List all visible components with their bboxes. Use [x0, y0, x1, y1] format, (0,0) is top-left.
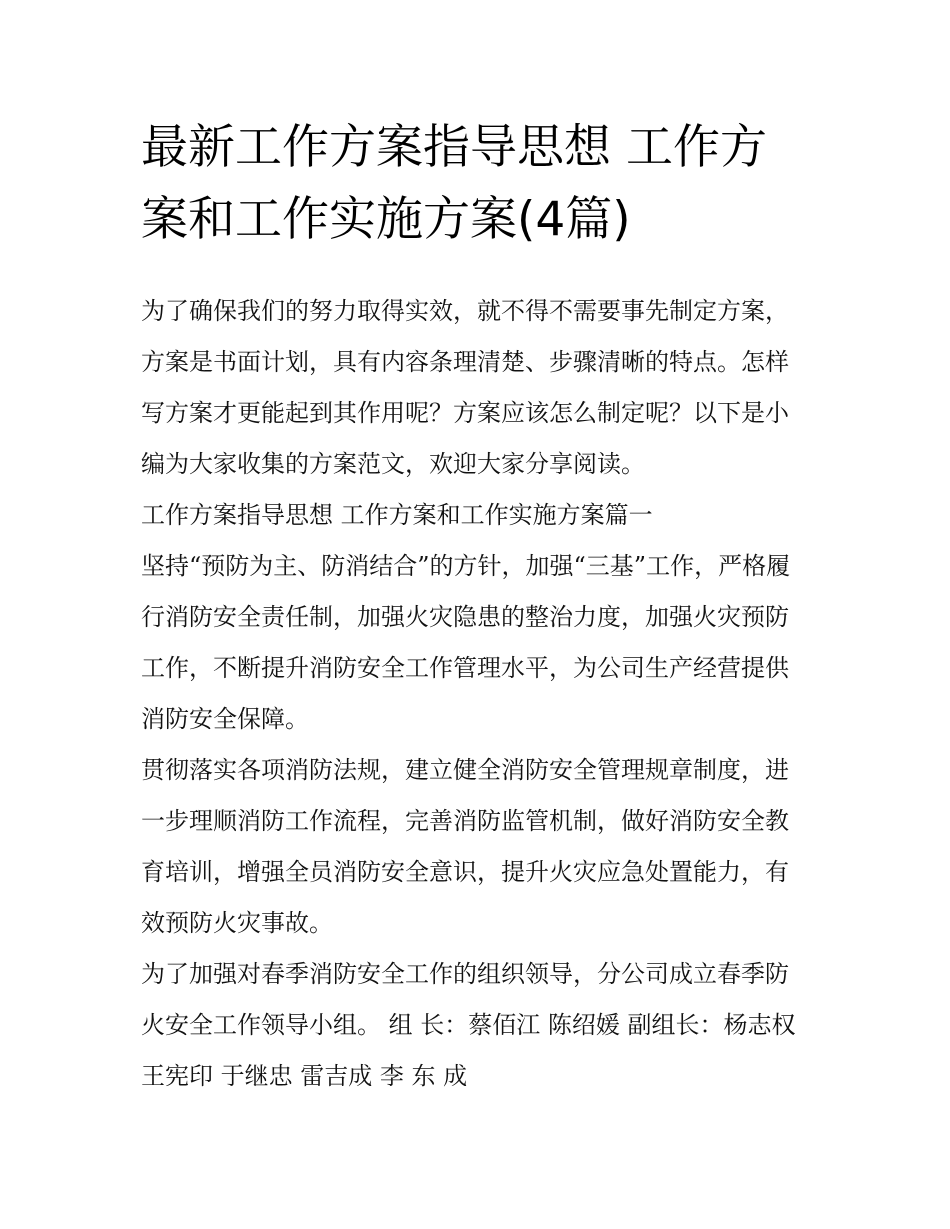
document-title: 最新工作方案指导思想 工作方案和工作实施方案(4篇)	[141, 120, 767, 247]
section-heading: 工作方案指导思想 工作方案和工作实施方案篇一	[141, 501, 653, 529]
body-paragraph-2: 贯彻落实各项消防法规，建立健全消防安全管理规章制度，进一步理顺消防工作流程，完善消防监管机制，做好消防安全教育培训，增强全员消防安全意识，提升火灾应急处置能力，有效预防火灾事故。	[141, 756, 789, 937]
body-paragraph-1: 坚持“预防为主、防消结合”的方针，加强“三基”工作，严格履行消防安全责任制，加强火灾隐患的整治力度，加强火灾预防工作，不断提升消防安全工作管理水平，为公司生产经营提供消防安全保障。	[141, 552, 791, 733]
body-paragraph-3: 为了加强对春季消防安全工作的组织领导，分公司成立春季防火安全工作领导小组。 组 长：蔡佰江 陈绍媛 副组长：杨志权 王宪印 于继忠 雷吉成 李 东 成	[141, 960, 796, 1090]
intro-paragraph: 为了确保我们的努力取得实效，就不得不需要事先制定方案，方案是书面计划，具有内容条理清楚、步骤清晰的特点。怎样写方案才更能起到其作用呢？方案应该怎么制定呢？以下是小编为大家收集的方案范文，欢迎大家分享阅读。	[141, 297, 789, 478]
document-body	[141, 286, 810, 1102]
